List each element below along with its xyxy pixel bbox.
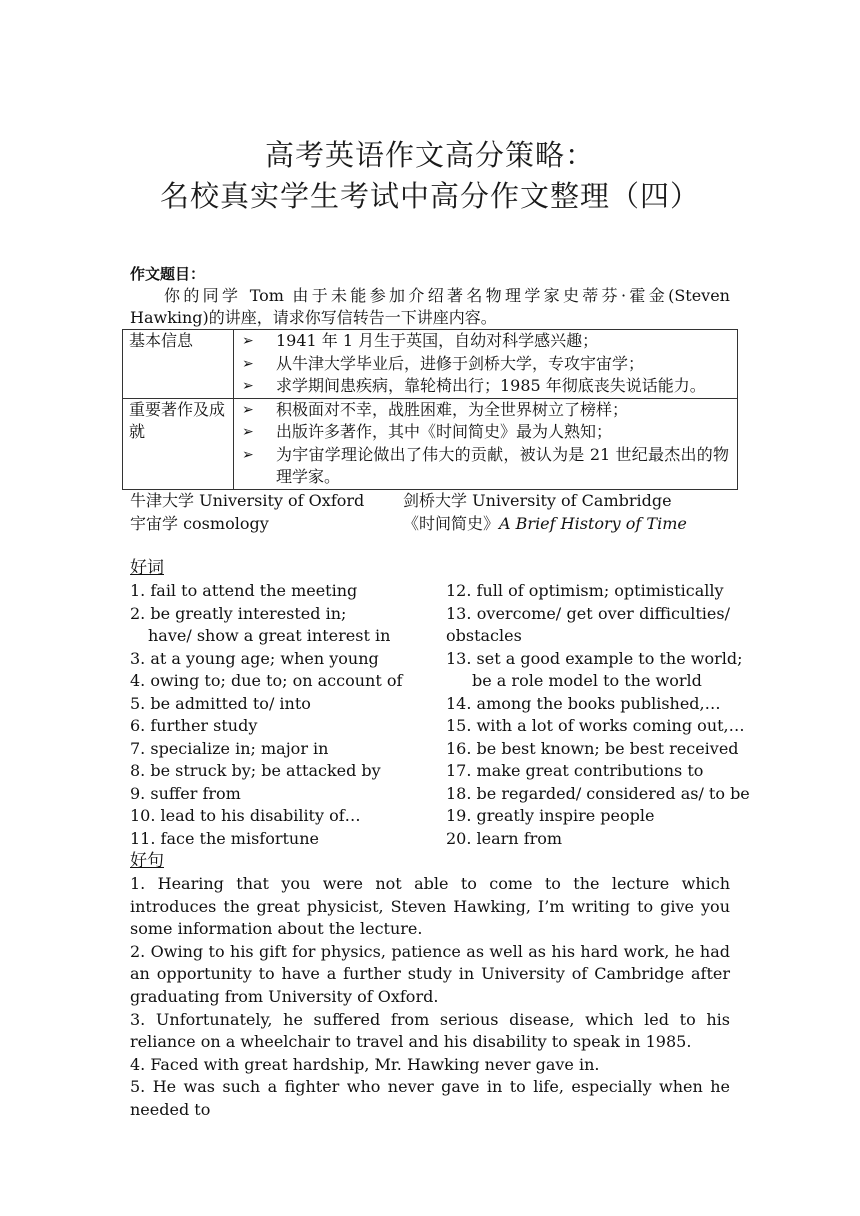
- list-item: 5. be admitted to/ into: [130, 693, 311, 713]
- arrow-bullet-icon: ➢: [242, 355, 254, 372]
- phrases-right-column: [446, 580, 750, 850]
- list-item: 16. be best known; be best received: [446, 738, 739, 758]
- list-item: ➢ 出版许多著作，其中《时间简史》最为人熟知；: [234, 421, 737, 444]
- list-item: 3. at a young age; when young: [130, 648, 379, 668]
- list-item: 14. among the books published,…: [446, 693, 721, 713]
- list-item: ➢ 1941 年 1 月生于英国，自幼对科学感兴趣；: [234, 330, 737, 353]
- list-item: ➢ 求学期间患疾病，靠轮椅出行；1985 年彻底丧失说话能力。: [234, 375, 737, 398]
- list-item: 19. greatly inspire people: [446, 806, 655, 825]
- table-row: [123, 398, 738, 489]
- list-item: 18. be regarded/ considered as/ to be: [446, 783, 750, 803]
- arrow-bullet-icon: ➢: [242, 446, 254, 463]
- list-item: 20. learn from: [446, 828, 563, 848]
- prompt-text-line1: 你的同学 Tom 由于未能参加介绍著名物理学家史蒂芬·霍金(Steven: [164, 286, 730, 305]
- phrases-heading: 好词: [130, 558, 164, 578]
- glossary-book: 《时间简史》A Brief History of Time: [403, 514, 687, 533]
- arrow-bullet-icon: ➢: [242, 378, 254, 394]
- list-item: 2. Owing to his gift for physics, patience as well as his hard work, he had an opportunity to have a further study in University of Cambridge after graduating from University of Oxford.: [130, 941, 730, 1006]
- row-header: 重要著作及成就: [123, 398, 234, 489]
- sentences-heading: 好句: [130, 851, 164, 871]
- arrow-bullet-icon: ➢: [242, 401, 254, 418]
- page-subtitle: 名校真实学生考试中高分作文整理（四）: [159, 179, 700, 213]
- list-item: 1. Hearing that you were not able to come to the lecture which introduces the great physicist, Steven Hawking, I’m writing to give you some information about the lecture.: [130, 874, 730, 939]
- list-item: 6. further study: [130, 716, 258, 735]
- list-item: 5. He was such a fighter who never gave in to life, especially when he needed to: [130, 1077, 730, 1119]
- list-item: 9. suffer from: [130, 783, 241, 803]
- list-item: 13. overcome/ get over difficulties/: [446, 603, 730, 623]
- list-item: ➢ 积极面对不幸，战胜困难，为全世界树立了榜样；: [234, 399, 737, 422]
- row-content: [234, 398, 738, 489]
- list-item: 4. owing to; due to; on account of: [130, 671, 403, 690]
- row-header: 基本信息: [123, 330, 234, 399]
- row-content: [234, 330, 738, 399]
- list-item: 4. Faced with great hardship, Mr. Hawking never gave in.: [130, 1054, 600, 1074]
- list-item: 10. lead to his disability of…: [130, 806, 361, 825]
- prompt-text-line2: Hawking)的讲座，请求你写信转告一下讲座内容。: [130, 308, 497, 327]
- list-item: 1. fail to attend the meeting: [130, 581, 358, 600]
- list-item: 17. make great contributions to: [446, 761, 704, 780]
- glossary-cambridge: 剑桥大学 University of Cambridge: [403, 491, 672, 510]
- info-table: [122, 329, 738, 490]
- glossary-cosmology: 宇宙学 cosmology: [130, 514, 269, 533]
- arrow-bullet-icon: ➢: [242, 333, 254, 349]
- list-item: ➢ 为宇宙学理论做出了伟大的贡献，被认为是 21 世纪最杰出的物理学家。: [234, 444, 737, 489]
- arrow-bullet-icon: ➢: [242, 424, 254, 440]
- list-item: 13. set a good example to the world;: [446, 648, 743, 668]
- list-item: obstacles: [446, 626, 522, 645]
- phrases-left-column: [130, 580, 430, 850]
- list-item: be a role model to the world: [472, 671, 702, 690]
- table-row: [123, 330, 738, 399]
- list-item: 8. be struck by; be attacked by: [130, 761, 381, 780]
- list-item: ➢ 从牛津大学毕业后，进修于剑桥大学，专攻宇宙学；: [234, 353, 737, 376]
- prompt-label: 作文题目：: [130, 265, 206, 283]
- list-item: 7. specialize in; major in: [130, 738, 329, 758]
- list-item: 2. be greatly interested in;: [130, 603, 347, 623]
- list-item: 3. Unfortunately, he suffered from serious disease, which led to his reliance on a wheelchair to travel and his disability to speak in 1985.: [130, 1009, 730, 1052]
- list-item: 15. with a lot of works coming out,…: [446, 716, 745, 735]
- list-item: 12. full of optimism; optimistically: [446, 581, 724, 600]
- page-title: 高考英语作文高分策略：: [264, 138, 595, 172]
- list-item: have/ show a great interest in: [148, 626, 391, 645]
- list-item: 11. face the misfortune: [130, 828, 320, 848]
- sentences-list: [130, 873, 730, 1122]
- glossary-oxford: 牛津大学 University of Oxford: [130, 491, 365, 510]
